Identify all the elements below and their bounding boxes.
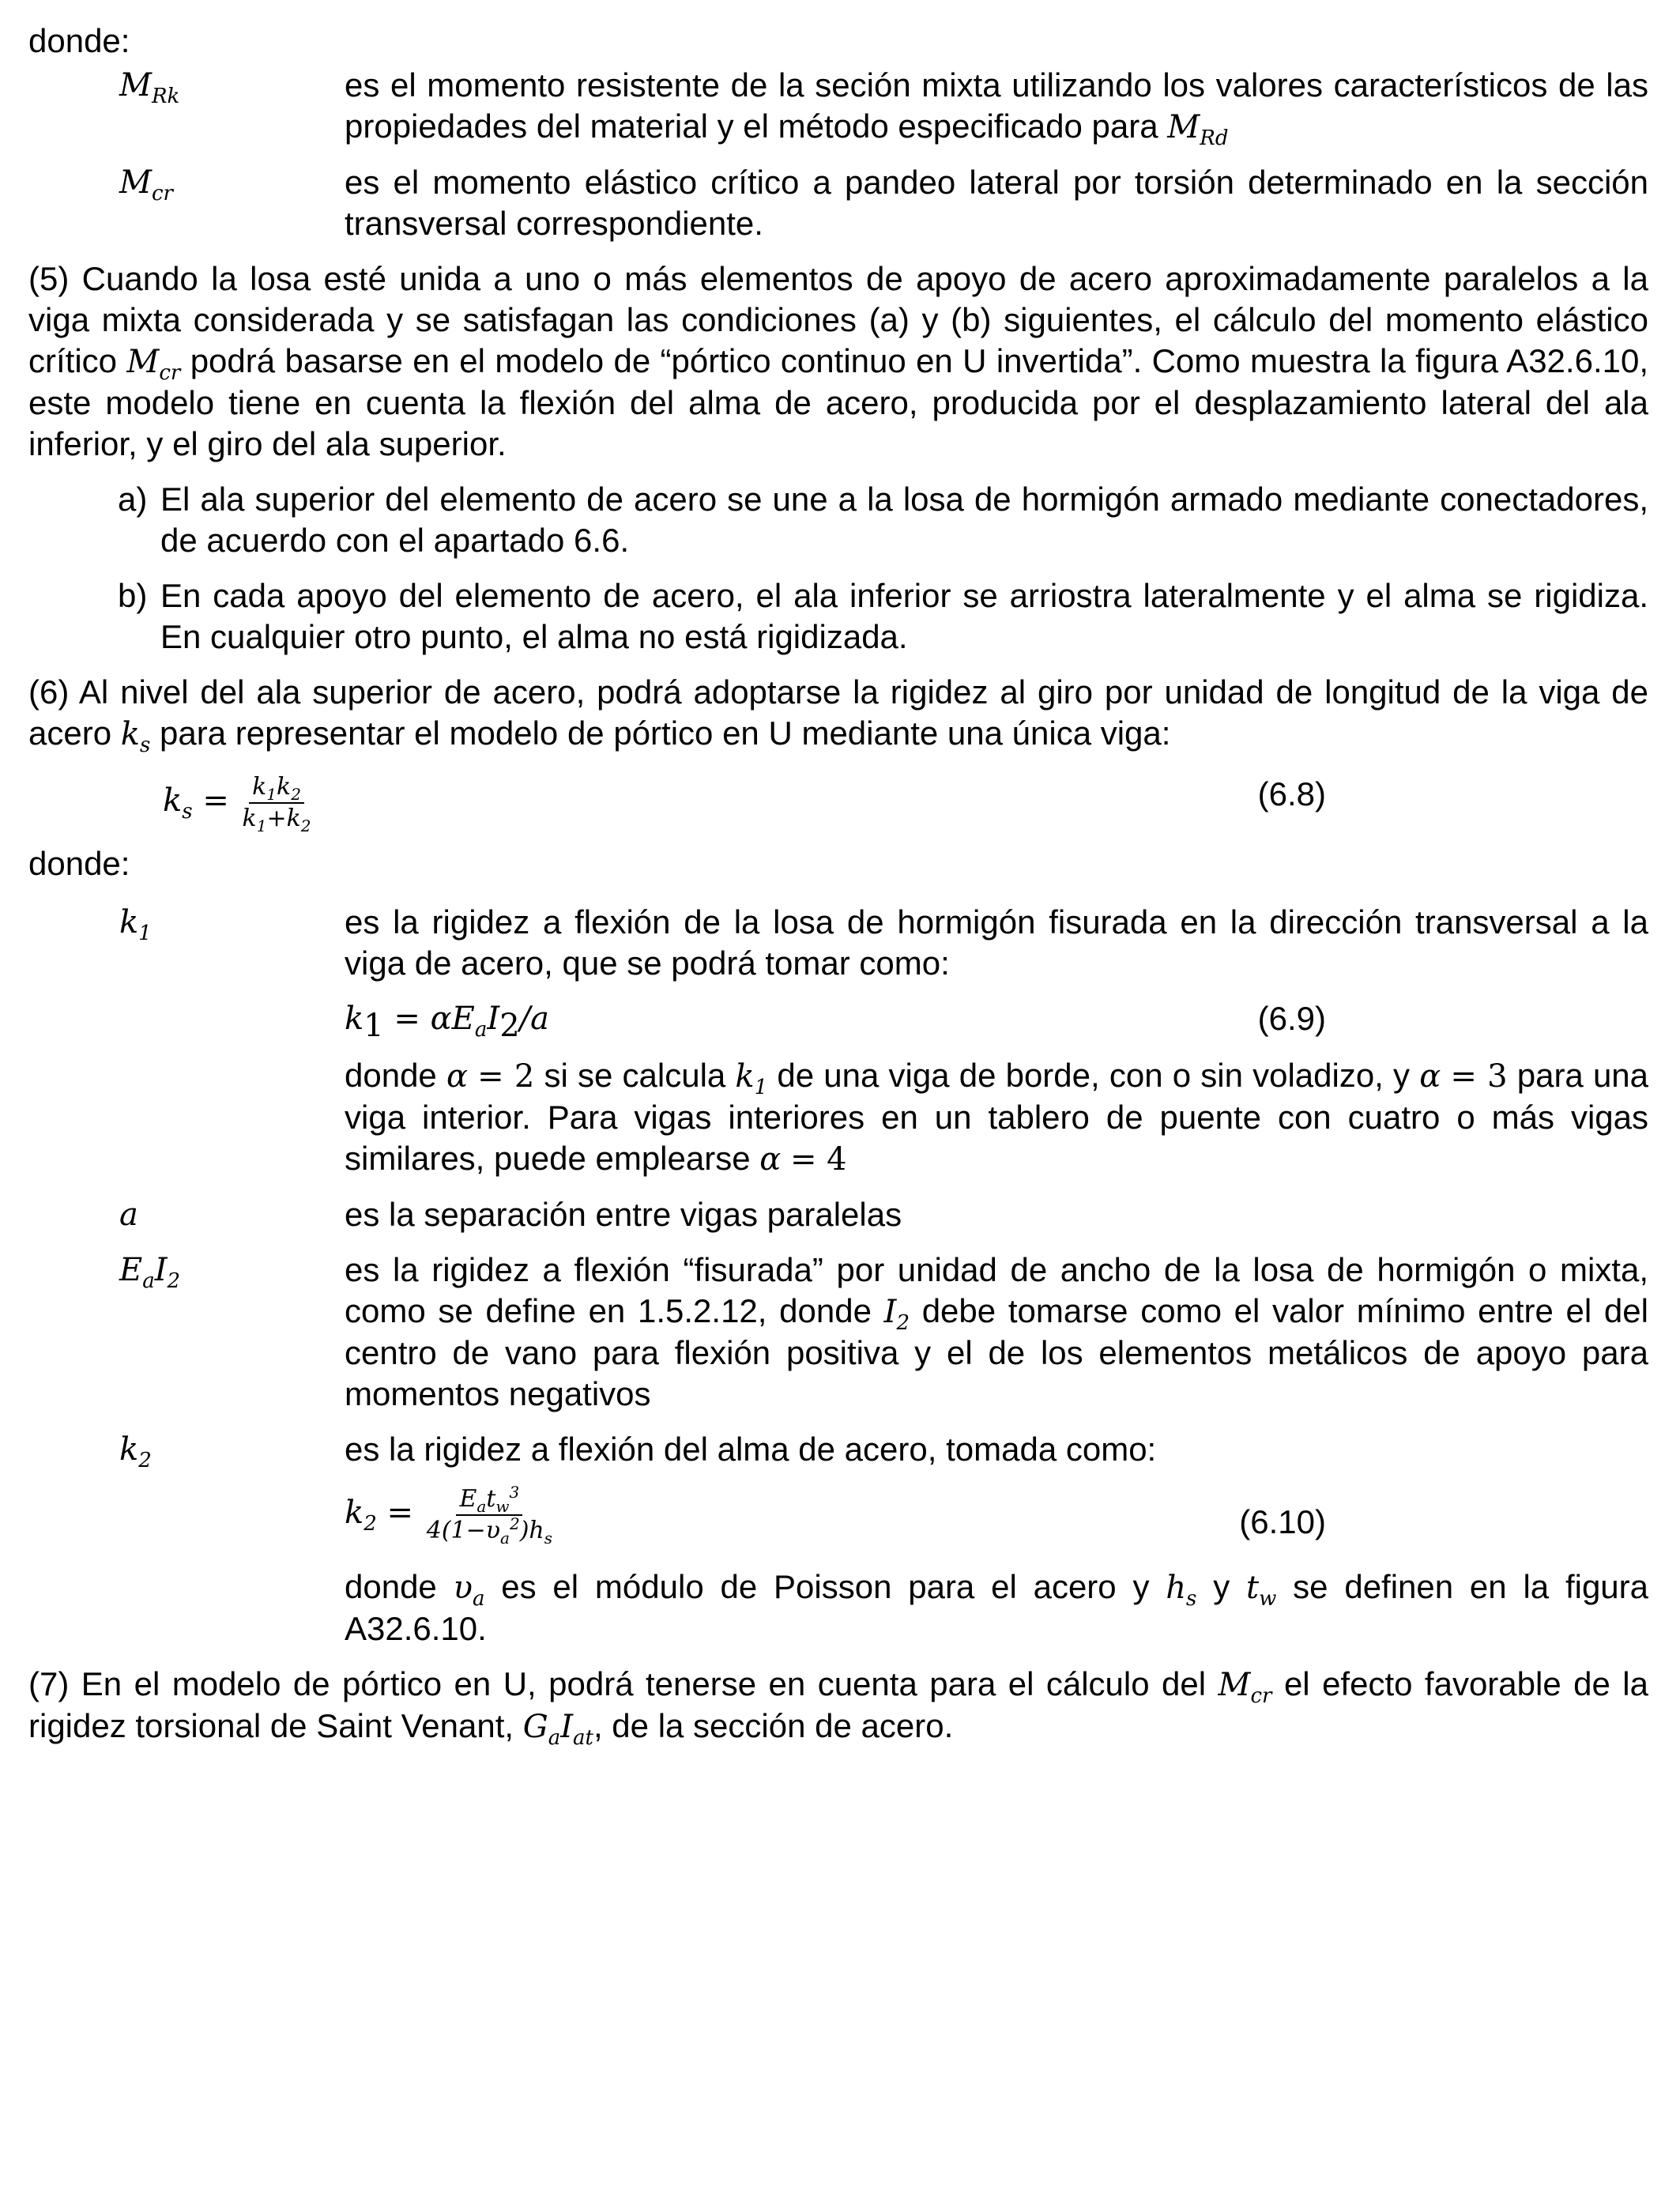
equation-number: (6.10) [1239, 1503, 1326, 1540]
paragraph-5: (5) Cuando la losa esté unida a uno o más elementos de apoyo de acero aproximadamente paralelos a la viga mixta considerada y se satisfagan las condiciones (a) y (b) siguientes, el cálculo del momento elástico crítico $M_{cr}$ podrá basarse en el modelo de “pórtico continuo en U invertida”. Como muestra la figura A32.6.10, este modelo tiene en cuenta la flexión del alma de acero, producida por el desplazamiento lateral del ala inferior, y el giro del ala superior. [28, 260, 1648, 462]
poisson-note: donde $\upsilon_a$ es el módulo de Poisson para el acero y $h_s$ y $t_w$ se definen en la figura A32.6.10. [345, 1568, 1649, 1647]
equation-k2-formula: $k_2$ = $\frac{E_at_w^3}{4(1-\upsilon_a^2)h_s}$ [345, 1483, 552, 1547]
definition-EaI2: $E_aI_2$ es la rigidez a flexión “fisurada” por unidad de ancho de la losa de hormigón o mixta, como se define en 1.5.2.12, donde $I_2$ debe tomarse como el valor mínimo entre el del centro de vano para flexión positiva y el de los elementos metálicos de apoyo para momentos negativos [119, 1251, 1648, 1412]
definition-k1 [28, 902, 1648, 984]
definition-text: es el momento resistente de la seción mixta utilizando los valores característicos de las propiedades del material y el método especificado para [345, 66, 1648, 145]
definition-a [28, 1194, 1648, 1235]
symbol-EaI2: $E_aI_2$ [119, 1252, 181, 1293]
donde-label: donde: [28, 845, 130, 882]
equation-6-8 [28, 766, 1648, 835]
equation-number: (6.8) [1257, 775, 1326, 812]
donde-label: donde: [28, 22, 130, 59]
symbol-Mcr: $M_{cr}$ [119, 164, 173, 205]
paragraph-6: (6) Al nivel del ala superior de acero, podrá adoptarse la rigidez al giro por unidad de longitud de la viga de acero $k_s$ para representar el modelo de pórtico en U mediante una única viga: [28, 673, 1648, 757]
definition-text: es la rigidez a flexión de la losa de hormigón fisurada en la dirección transversal a la viga de acero, que se podrá tomar como: [345, 903, 1648, 982]
definition-text: es la separación entre vigas paralelas [345, 1196, 902, 1233]
symbol-a: a [119, 1197, 138, 1233]
symbol-MRk: $M_{Rk}$ [119, 67, 180, 108]
equation-ks-formula: $k_s$ = $\frac{k_1k_2}{k_1+k_2}$ [163, 773, 311, 835]
equation-number: (6.9) [1257, 1000, 1326, 1037]
paragraph-7: (7) En el modelo de pórtico en U, podrá tenerse en cuenta para el cálculo del $M_{cr}$ el efecto favorable de la rigidez torsional de Saint Venant, $G_aI_{at}$, de la sección de acero. [28, 1665, 1648, 1750]
alpha-note: donde α = 2 si se calcula $k_1$ de una viga de borde, con o sin voladizo, y α = 3 para una viga interior. Para vigas interiores en un tablero de puente con cuatro o más vigas similares, puede emplearse α = 4 [345, 1057, 1649, 1178]
symbol-Mcr-inline: $M_{cr}$ [126, 344, 181, 385]
definition-text: es el momento elástico crítico a pandeo lateral por torsión determinado en la sección transversal correspondiente. [345, 164, 1648, 242]
definition-MRk [28, 65, 1648, 148]
equation-k1-formula: $k_1 = \alpha E_aI_2/a$ [345, 1001, 549, 1044]
definition-Mcr [28, 162, 1648, 244]
document-page [28, 21, 1649, 1750]
definition-text: es la rigidez a flexión del alma de acero, tomada como: [345, 1431, 1157, 1468]
symbol-k2: $k_2$ [119, 1431, 152, 1472]
equation-6-9 [28, 998, 1648, 1042]
symbol-MRd: $M_{Rd}$ [1167, 109, 1229, 150]
symbol-k1: $k_1$ [119, 904, 152, 945]
definition-k2 [28, 1429, 1648, 1470]
equation-6-10 [28, 1481, 1648, 1557]
list-item-b: b) En cada apoyo del elemento de acero, el ala inferior se arriostra lateralmente y el alma se rigidiza. En cualquier otro punto, el alma no está rigidizada. [118, 577, 1648, 655]
symbol-ks-inline: $k_s$ [120, 716, 151, 757]
list-item-a: a) El ala superior del elemento de acero se une a la losa de hormigón armado mediante conectadores, de acuerdo con el apartado 6.6. [118, 481, 1648, 559]
